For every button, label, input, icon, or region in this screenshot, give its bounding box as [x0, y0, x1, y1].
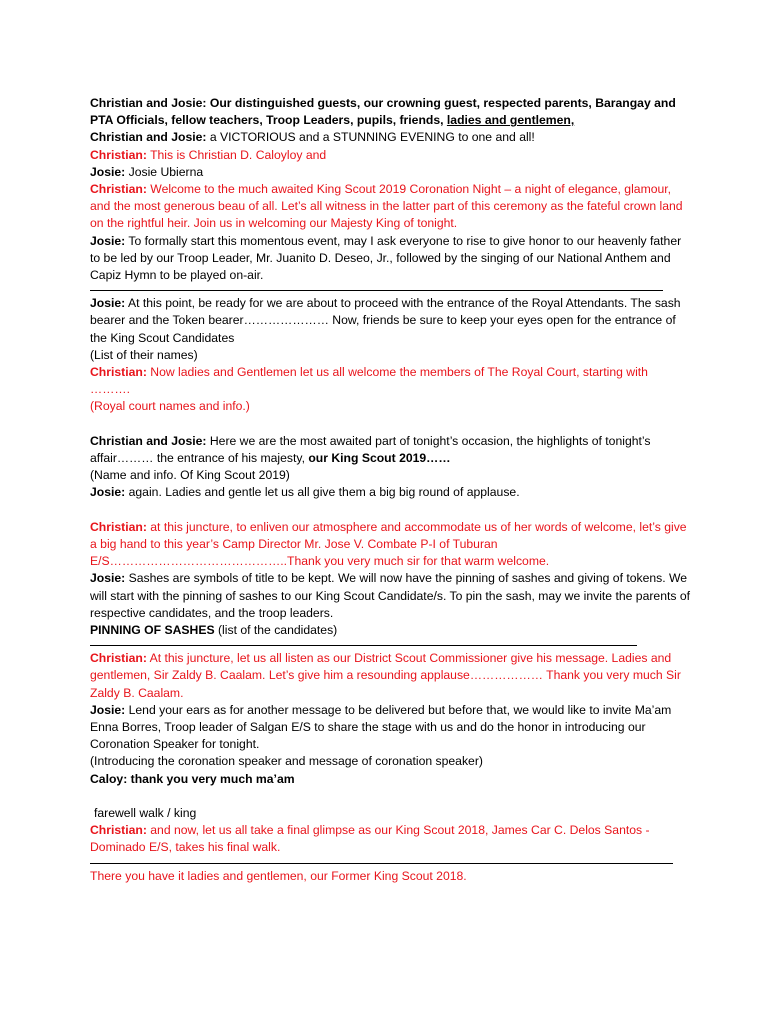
speaker-label: Caloy:: [90, 771, 128, 786]
line-text: Lend your ears as for another message to be delivered but before that, we would like to invite Ma’am Enna Borres, Troop leader of Salgan E/S to share the stage with us and do the honor in introducing our Coronation Speaker for tonight.: [90, 702, 672, 752]
line-text: At this juncture, let us all listen as our District Scout Commissioner give his message. Ladies and gentlemen, Sir Zaldy B. Caalam. Let’s give him a resounding applause……………… Thank you very much Sir Zaldy B. Caalam.: [90, 651, 681, 700]
bold-text: our King Scout 2019……: [308, 451, 451, 466]
line-list-names: [90, 347, 690, 364]
line-coronation-speaker: [90, 753, 690, 770]
speaker-label: Christian:: [90, 823, 147, 838]
line-text: at this juncture, to enliven our atmosphere and accommodate us of her words of welcome, let’s give a big hand to this year’s Camp Director Mr. Jose V. Combate P-I of Tuburan E/S……………………………………..Thank you very much sir for that warm welcome.: [90, 519, 687, 569]
speaker-label: Josie:: [90, 485, 126, 500]
underlined-text: ladies and gentlemen,: [446, 113, 575, 128]
speaker-label: Christian and Josie:: [90, 96, 207, 110]
speaker-label: PINNING OF SASHES: [90, 623, 215, 638]
line-text: At this point, be ready for we are about to proceed with the entrance of the Royal Attendants. The sash bearer and the Token bearer………………… Now, friends be sure to keep your eyes open for the entrance of the King Scout Candidates: [90, 296, 681, 345]
line-text: (Royal court names and info.): [90, 399, 250, 414]
speaker-label: Christian:: [90, 147, 147, 162]
line-royal-attendants: [90, 295, 690, 347]
script-body: [90, 95, 690, 885]
line-king-info: [90, 467, 690, 484]
speaker-label: Christian:: [90, 519, 147, 534]
blank-line: [90, 416, 690, 433]
line-text: To formally start this momentous event, may I ask everyone to rise to give honor to our heavenly father to be led by our Troop Leader, Mr. Juanito D. Deseo, Jr., followed by the singing of our National Anthem and Capiz Hymn to be played on-air.: [90, 233, 682, 283]
line-text: Sashes are symbols of title to be kept. We will now have the pinning of sashes and giving of tokens. We will start with the pinning of sashes to our King Scout Candidate/s. To pin the sash, may we invite the parents of respective candidates, and the troop leaders.: [90, 571, 691, 620]
speaker-label: Christian:: [90, 365, 147, 380]
divider-line: [90, 639, 637, 646]
line-text: Here we are the most awaited part of tonight’s occasion, the highlights of tonight’s affair……… the entrance of his majesty,: [90, 433, 651, 466]
line-text: Now ladies and Gentlemen let us all welcome the members of The Royal Court, starting with ……….: [90, 365, 648, 397]
line-opening-guests: [90, 95, 690, 129]
blank-line: [90, 502, 690, 519]
speaker-label: Christian and Josie:: [90, 130, 207, 145]
line-josie-intro: [90, 164, 690, 181]
speaker-label: Josie:: [90, 296, 126, 311]
line-christian-intro: [90, 147, 690, 164]
line-text: thank you very much ma’am: [130, 771, 295, 786]
line-district-commissioner: [90, 650, 690, 702]
line-sashes: [90, 570, 690, 622]
line-text: Welcome to the much awaited King Scout 2019 Coronation Night – a night of elegance, glamour, and the most generous beau of all. Let’s all witness in the latter part of this ceremony as the fateful crown land on the rightful heir. Join us in welcoming our Majesty King of tonight.: [90, 182, 683, 231]
line-text: farewell walk / king: [94, 806, 197, 821]
line-pinning-sashes: [90, 622, 690, 639]
speaker-label: Christian and Josie:: [90, 433, 207, 448]
line-text: (Introducing the coronation speaker and message of coronation speaker): [90, 754, 483, 769]
line-text: This is Christian D. Caloyloy and: [150, 147, 327, 162]
speaker-label: Josie:: [90, 702, 126, 717]
speaker-label: Josie:: [90, 164, 126, 179]
line-royal-court-info: [90, 398, 690, 415]
line-text: (Name and info. Of King Scout 2019): [90, 468, 290, 483]
line-former-king: [90, 868, 690, 885]
line-text: (list of the candidates): [218, 623, 338, 638]
line-text: (List of their names): [90, 347, 198, 362]
line-text: There you have it ladies and gentlemen, our Former King Scout 2018.: [90, 868, 467, 883]
line-king-entrance: [90, 433, 690, 467]
divider-line: [90, 284, 663, 291]
speaker-label: Josie:: [90, 571, 126, 586]
line-text: and now, let us all take a final glimpse as our King Scout 2018, James Car C. Delos Santos - Dominado E/S, takes his final walk.: [90, 823, 650, 855]
speaker-label: Christian:: [90, 182, 147, 197]
speaker-label: Josie:: [90, 233, 126, 248]
line-final-walk: [90, 822, 690, 856]
speaker-label: Christian:: [90, 651, 147, 666]
line-invite-speaker: [90, 702, 690, 754]
line-caloy-thanks: [90, 771, 690, 788]
line-royal-court: [90, 364, 690, 398]
line-text: a VICTORIOUS and a STUNNING EVENING to one and all!: [209, 130, 535, 145]
line-victorious-evening: [90, 129, 690, 146]
blank-line: [90, 788, 690, 805]
line-welcome: [90, 181, 690, 233]
line-camp-director: [90, 519, 690, 571]
line-formal-start: [90, 233, 690, 285]
line-text: Josie Ubierna: [128, 164, 204, 179]
line-applause: [90, 484, 690, 501]
divider-line: [90, 857, 673, 864]
line-text: Our distinguished guests, our crowning guest, respected parents, Barangay and PTA Officials, fellow teachers, Troop Leaders, pupils, friends,: [90, 96, 676, 128]
line-text: again. Ladies and gentle let us all give them a big big round of applause.: [128, 485, 520, 500]
line-farewell-walk: [90, 805, 690, 822]
